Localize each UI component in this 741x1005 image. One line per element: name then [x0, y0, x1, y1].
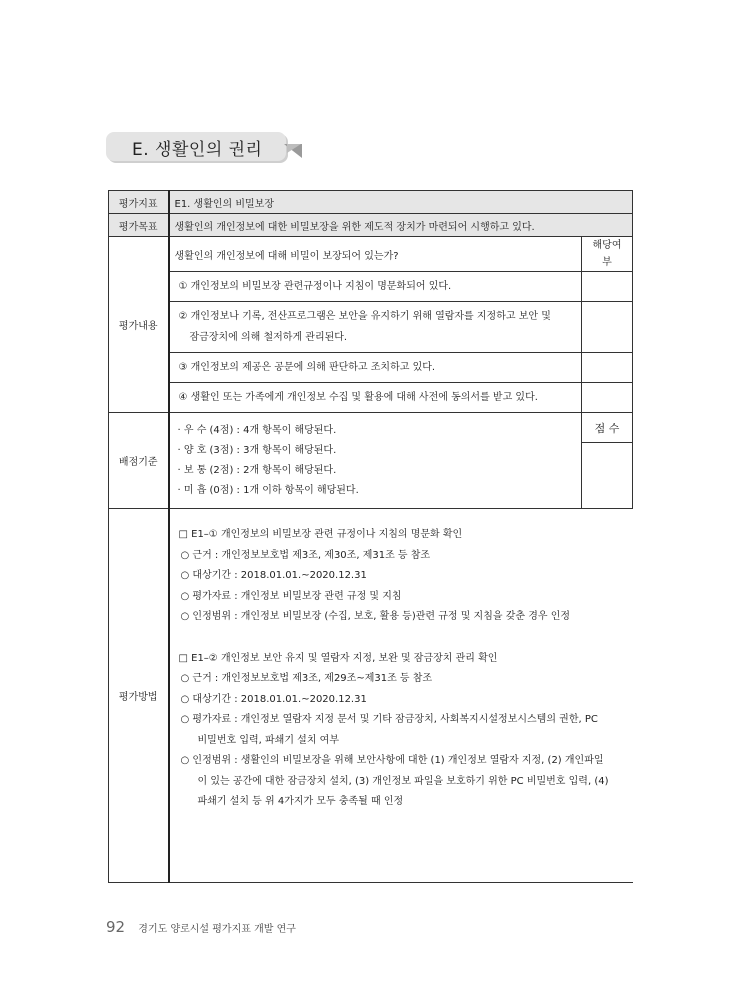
method-label: 평가방법	[109, 509, 169, 883]
scoring-line-poor: · 미 흡 (0점) : 1개 이하 항목이 해당된다.	[177, 484, 359, 496]
indicator-value-cell	[169, 191, 633, 214]
applicable-cell-2	[582, 302, 633, 353]
method-block2-period: ○ 대상기간 : 2018.01.01.~2020.12.31	[180, 693, 367, 705]
indicator-value: E1. 생활인의 비밀보장	[174, 198, 274, 210]
goal-value: 생활인의 개인정보에 대한 비밀보장을 위한 제도적 장치가 마련되어 시행하고 있다.	[174, 221, 535, 233]
indicator-row	[109, 191, 633, 214]
content-question-row	[109, 237, 633, 272]
scoring-label: 배점기준	[109, 413, 169, 509]
applicable-cell-1	[582, 272, 633, 302]
method-block2-title: □ E1–② 개인정보 보안 유지 및 열람자 지정, 보완 및 잠금장치 관리 확인	[178, 652, 498, 664]
content-item-3: ③ 개인정보의 제공은 공문에 의해 판단하고 조치하고 있다.	[178, 362, 436, 373]
content-item-row	[109, 272, 633, 302]
method-block2-material: ○ 평가자료 : 개인정보 열람자 지정 문서 및 기타 잠금장치, 사회복지시설정보시스템의 권한, PC	[180, 714, 598, 725]
method-block1-scope: ○ 인정범위 : 개인정보 비밀보장 (수집, 보호, 활용 등)관련 규정 및 지침을 갖춘 경우 인정	[180, 611, 571, 622]
scoring-line-average: · 보 통 (2점) : 2개 항목이 해당된다.	[177, 464, 337, 476]
content-item-2: ② 개인정보나 기록, 전산프로그램은 보안을 유지하기 위해 열람자를 지정하고 보안 및	[178, 311, 551, 322]
indicator-label: 평가지표	[109, 191, 169, 214]
scoring-lines-cell	[169, 413, 582, 509]
method-block1-title: □ E1–① 개인정보의 비밀보장 관련 규정이나 지침의 명문화 확인	[178, 529, 463, 540]
scoring-row	[109, 413, 633, 443]
applicable-header-line1: 해당여	[592, 240, 622, 251]
score-value-cell	[582, 443, 633, 509]
method-spacer	[179, 628, 623, 649]
content-item-row	[109, 302, 633, 353]
goal-row	[109, 214, 633, 237]
method-block2-scope-cont1: 이 있는 공간에 대한 잠금장치 설치, (3) 개인정보 파일을 보호하기 위한 PC 비밀번호 입력, (4)	[197, 775, 609, 787]
content-item-cell	[169, 383, 582, 413]
method-content	[170, 509, 633, 813]
method-row	[109, 509, 633, 883]
method-block2-material-cont: 비밀번호 입력, 파쇄기 설치 여부	[197, 734, 339, 746]
content-item-4: ④ 생활인 또는 가족에게 개인정보 수집 및 활용에 대해 사전에 동의서를 받고 있다.	[178, 392, 538, 403]
content-question: 생활인의 개인정보에 대해 비밀이 보장되어 있는가?	[174, 250, 399, 262]
content-item-row	[109, 353, 633, 383]
method-block2-scope: ○ 인정범위 : 생활인의 비밀보장을 위해 보안사항에 대한 (1) 개인정보 열람자 지정, (2) 개인파일	[180, 755, 604, 766]
goal-value-cell	[169, 214, 633, 237]
publication-title: 경기도 양로시설 평가지표 개발 연구	[138, 924, 296, 935]
applicable-cell-3	[582, 353, 633, 383]
content-item-2-cont: 잠금장치에 의해 철저하게 관리된다.	[189, 332, 348, 343]
section-header-tab	[106, 132, 286, 161]
applicable-cell-4	[582, 383, 633, 413]
applicable-header	[582, 237, 633, 272]
method-block1-basis: ○ 근거 : 개인정보보호법 제3조, 제30조, 제31조 등 참조	[180, 549, 431, 561]
page-footer	[106, 918, 296, 936]
section-title: E. 생활인의 권리	[132, 140, 263, 160]
goal-label: 평가목표	[109, 214, 169, 237]
method-cell	[169, 509, 633, 883]
content-label: 평가내용	[109, 237, 169, 413]
method-block2-scope-cont2: 파쇄기 설치 등 위 4가지가 모두 충족될 때 인정	[197, 796, 404, 807]
evaluation-table	[108, 190, 633, 883]
section-tab-fold-shade	[287, 144, 301, 153]
scoring-line-excellent: · 우 수 (4점) : 4개 항목이 해당된다.	[177, 424, 337, 436]
scoring-line-good: · 양 호 (3점) : 3개 항목이 해당된다.	[177, 444, 337, 456]
applicable-header-line2: 부	[602, 257, 612, 268]
method-block2-basis: ○ 근거 : 개인정보보호법 제3조, 제29조~제31조 등 참조	[180, 673, 433, 684]
content-item-1: ① 개인정보의 비밀보장 관련규정이나 지침이 명문화되어 있다.	[178, 281, 452, 292]
content-item-row	[109, 383, 633, 413]
content-item-cell	[169, 302, 582, 353]
score-header: 점 수	[582, 413, 633, 443]
page-number: 92	[106, 918, 126, 936]
method-block1-period: ○ 대상기간 : 2018.01.01.~2020.12.31	[180, 570, 367, 581]
content-item-cell	[169, 353, 582, 383]
content-question-cell	[169, 237, 582, 272]
content-item-cell	[169, 272, 582, 302]
method-block1-material: ○ 평가자료 : 개인정보 비밀보장 관련 규정 및 지침	[180, 590, 402, 602]
